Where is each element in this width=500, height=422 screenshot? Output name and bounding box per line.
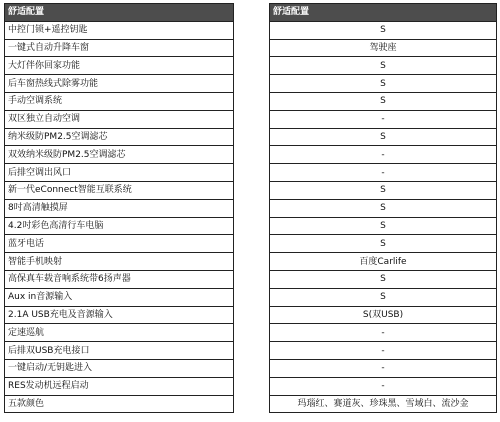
feature-value: S [270,235,497,253]
feature-row [5,270,234,288]
feature-row [5,181,234,199]
value-row [270,57,497,75]
feature-value: - [270,342,497,360]
value-row [270,217,497,235]
value-row [270,306,497,324]
feature-row [5,146,234,164]
feature-row [5,39,234,57]
feature-value: - [270,359,497,377]
feature-value: S [270,270,497,288]
feature-value: S [270,21,497,39]
feature-value: S(双USB) [270,306,497,324]
feature-value: - [270,146,497,164]
value-header-row [270,4,497,22]
feature-header: 舒适配置 [5,4,234,22]
feature-value: 玛瑙红、赛道灰、珍珠黑、雪域白、流沙金 [270,395,497,413]
feature-name: 新一代eConnect智能互联系统 [5,181,234,199]
feature-name: RES发动机远程启动 [5,377,234,395]
value-row [270,128,497,146]
feature-value: S [270,128,497,146]
value-row [270,359,497,377]
feature-row [5,377,234,395]
feature-row [5,57,234,75]
feature-name: 后排双USB充电接口 [5,342,234,360]
feature-value: - [270,110,497,128]
feature-row [5,253,234,271]
feature-name: 纳米级防PM2.5空调滤芯 [5,128,234,146]
value-row [270,270,497,288]
value-row [270,39,497,57]
feature-value: - [270,377,497,395]
feature-name: 后排空调出风口 [5,164,234,182]
feature-value: 百度Carlife [270,253,497,271]
feature-name: 五款颜色 [5,395,234,413]
feature-name: 4.2吋彩色高清行车电脑 [5,217,234,235]
feature-value: S [270,199,497,217]
feature-name: 8吋高清触摸屏 [5,199,234,217]
value-row [270,164,497,182]
value-row [270,181,497,199]
value-row [270,110,497,128]
feature-row [5,21,234,39]
feature-value: S [270,57,497,75]
feature-row [5,342,234,360]
feature-row [5,110,234,128]
feature-value: 驾驶座 [270,39,497,57]
feature-value: S [270,181,497,199]
feature-name: 双区独立自动空调 [5,110,234,128]
value-row [270,199,497,217]
feature-list [5,21,234,413]
feature-value: S [270,92,497,110]
value-row [270,377,497,395]
feature-row [5,199,234,217]
feature-value: - [270,164,497,182]
feature-name: 蓝牙电话 [5,235,234,253]
feature-row [5,92,234,110]
value-row [270,253,497,271]
value-list [270,21,497,413]
value-row [270,21,497,39]
feature-row [5,306,234,324]
feature-value: - [270,324,497,342]
feature-name: 双效纳米级防PM2.5空调滤芯 [5,146,234,164]
feature-name: 高保真车载音响系统带6扬声器 [5,270,234,288]
feature-value: S [270,217,497,235]
feature-name: 2.1A USB充电及音源输入 [5,306,234,324]
feature-name: 手动空调系统 [5,92,234,110]
value-row [270,342,497,360]
value-row [270,235,497,253]
value-row [270,324,497,342]
value-row [270,75,497,93]
feature-row [5,324,234,342]
feature-name: 一键启动/无钥匙进入 [5,359,234,377]
feature-name: 一键式自动升降车窗 [5,39,234,57]
feature-row [5,288,234,306]
feature-name: Aux in音源输入 [5,288,234,306]
value-row [270,395,497,413]
value-header: 舒适配置 [270,4,497,22]
feature-name: 智能手机映射 [5,253,234,271]
feature-row [5,75,234,93]
feature-table [4,3,234,413]
value-row [270,288,497,306]
feature-row [5,395,234,413]
feature-value: S [270,288,497,306]
value-table [269,3,497,413]
feature-name: 后车窗热线式除雾功能 [5,75,234,93]
feature-value: S [270,75,497,93]
value-row [270,92,497,110]
value-row [270,146,497,164]
feature-name: 定速巡航 [5,324,234,342]
feature-row [5,235,234,253]
feature-row [5,164,234,182]
feature-header-row [5,4,234,22]
feature-row [5,128,234,146]
feature-name: 大灯伴你回家功能 [5,57,234,75]
feature-row [5,359,234,377]
feature-name: 中控门锁+遥控钥匙 [5,21,234,39]
feature-row [5,217,234,235]
